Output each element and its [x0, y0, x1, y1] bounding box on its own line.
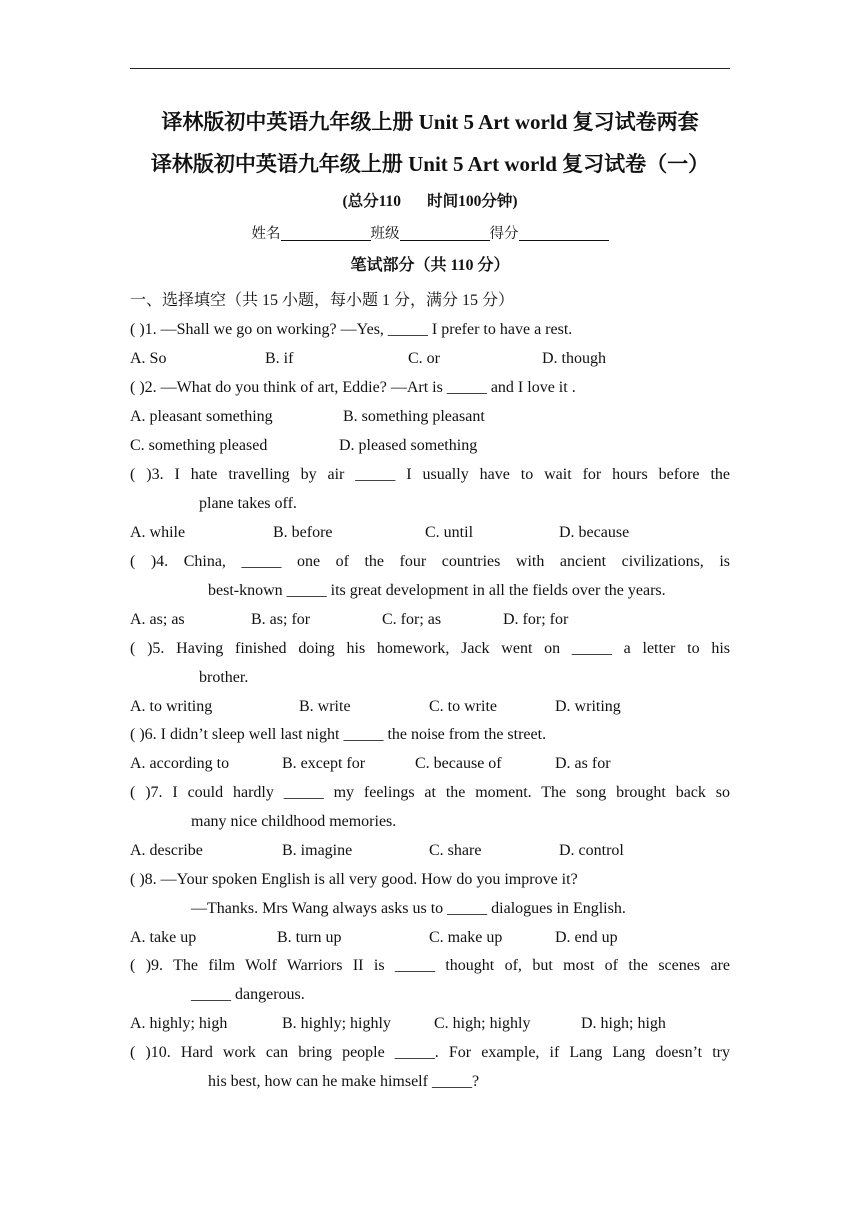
- question-2-option-d: D. pleased something: [339, 437, 478, 454]
- question-2-option-a: A. pleasant something: [130, 408, 273, 425]
- question-2-option-b: B. something pleasant: [343, 408, 485, 425]
- question-6-option-b: B. except for: [282, 755, 366, 772]
- question-10-stem-cont: his best, how can he make himself _____?: [208, 1073, 480, 1090]
- header-rule: [130, 68, 730, 69]
- question-4-option-b: B. as; for: [251, 611, 311, 628]
- question-5-option-d: D. writing: [555, 698, 621, 715]
- score-blank[interactable]: [519, 226, 609, 241]
- question-1-option-d: D. though: [542, 350, 606, 367]
- question-6-option-c: C. because of: [415, 755, 502, 772]
- question-1-stem: ( )1. —Shall we go on working? —Yes, _____ I prefer to have a rest.: [130, 321, 573, 338]
- question-3-option-a: A. while: [130, 524, 186, 541]
- class-blank[interactable]: [400, 226, 490, 241]
- class-label: 班级: [370, 226, 400, 242]
- question-2-option-c: C. something pleased: [130, 437, 268, 454]
- question-5-stem: ( )5. Having finished doing his homework, Jack went on _____ a letter to his: [130, 640, 730, 657]
- question-5-option-b: B. write: [299, 698, 351, 715]
- question-7-stem: ( )7. I could hardly _____ my feelings at the moment. The song brought back so: [130, 784, 730, 801]
- question-8-option-c: C. make up: [429, 929, 503, 946]
- question-10-stem: ( )10. Hard work can bring people _____. For example, if Lang Lang doesn’t try: [130, 1044, 730, 1061]
- question-2-stem: ( )2. —What do you think of art, Eddie? —Art is _____ and I love it .: [130, 379, 576, 396]
- total-score: (总分110: [342, 193, 402, 210]
- question-5-option-a: A. to writing: [130, 698, 213, 715]
- question-9-stem-cont: _____ dangerous.: [191, 986, 305, 1003]
- question-9-stem: ( )9. The film Wolf Warriors II is _____ thought of, but most of the scenes are: [130, 957, 730, 974]
- question-1-option-a: A. So: [130, 350, 167, 367]
- name-blank[interactable]: [281, 226, 371, 241]
- question-3-option-d: D. because: [559, 524, 630, 541]
- question-4-stem-cont: best-known _____ its great development in all the fields over the years.: [208, 582, 666, 599]
- name-label: 姓名: [251, 226, 281, 242]
- question-8-stem-cont: —Thanks. Mrs Wang always asks us to _____ dialogues in English.: [191, 900, 626, 917]
- question-5-option-c: C. to write: [429, 698, 497, 715]
- exam-meta: [0, 189, 860, 211]
- question-7-option-a: A. describe: [130, 842, 203, 859]
- question-1-option-b: B. if: [265, 350, 294, 367]
- question-7-stem-cont: many nice childhood memories.: [191, 813, 397, 830]
- part-heading: 一、选择填空（共 15 小题，每小题 1 分，满分 15 分）: [130, 292, 515, 309]
- question-5-stem-cont: brother.: [199, 669, 249, 686]
- document-title: 译林版初中英语九年级上册 Unit 5 Art world 复习试卷两套: [161, 110, 699, 134]
- question-7-option-d: D. control: [559, 842, 624, 859]
- question-8-option-a: A. take up: [130, 929, 197, 946]
- question-4-option-a: A. as; as: [130, 611, 185, 628]
- question-8-option-d: D. end up: [555, 929, 618, 946]
- question-7-option-c: C. share: [429, 842, 482, 859]
- question-3-option-b: B. before: [273, 524, 333, 541]
- question-9-option-b: B. highly; highly: [282, 1015, 391, 1032]
- question-3-option-c: C. until: [425, 524, 474, 541]
- student-info: [0, 222, 860, 243]
- question-4-option-c: C. for; as: [382, 611, 442, 628]
- question-8-stem: ( )8. —Your spoken English is all very good. How do you improve it?: [130, 871, 578, 888]
- question-9-option-d: D. high; high: [581, 1015, 666, 1032]
- question-4-option-d: D. for; for: [503, 611, 569, 628]
- question-9-option-a: A. highly; high: [130, 1015, 228, 1032]
- question-9-option-c: C. high; highly: [434, 1015, 531, 1032]
- question-3-stem-cont: plane takes off.: [199, 495, 297, 512]
- question-1-option-c: C. or: [408, 350, 440, 367]
- question-3-stem: ( )3. I hate travelling by air _____ I usually have to wait for hours before the: [130, 466, 730, 483]
- question-7-option-b: B. imagine: [282, 842, 353, 859]
- time-limit: 时间100分钟): [427, 193, 518, 210]
- question-6-option-a: A. according to: [130, 755, 230, 772]
- question-6-stem: ( )6. I didn’t sleep well last night _____ the noise from the street.: [130, 726, 547, 743]
- question-4-stem: ( )4. China, _____ one of the four countries with ancient civilizations, is: [130, 553, 730, 570]
- section-heading: 笔试部分（共 110 分）: [350, 257, 510, 274]
- question-8-option-b: B. turn up: [277, 929, 342, 946]
- exam-title: 译林版初中英语九年级上册 Unit 5 Art world 复习试卷（一）: [150, 152, 710, 176]
- question-6-option-d: D. as for: [555, 755, 611, 772]
- score-label: 得分: [489, 226, 519, 242]
